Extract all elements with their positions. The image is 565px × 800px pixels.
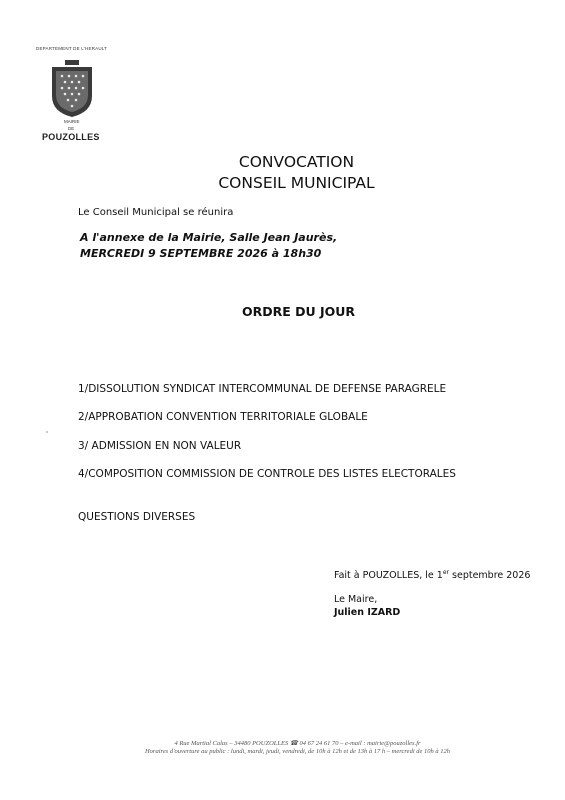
agenda-item: 2/APPROBATION CONVENTION TERRITORIALE GLOBALE: [78, 411, 368, 423]
signature-place-prefix: Fait à POUZOLLES, le 1: [334, 570, 443, 582]
de-label: DE: [68, 126, 75, 131]
signature-date-suffix: septembre 2026: [449, 570, 531, 582]
agenda-heading: ORDRE DU JOUR: [241, 304, 356, 319]
signature-name: Julien IZARD: [334, 607, 401, 618]
title-convocation: CONVOCATION: [238, 153, 355, 171]
agenda-item: 4/COMPOSITION COMMISSION DE CONTROLE DES LISTES ELECTORALES: [78, 468, 456, 480]
signature-role: Le Maire,: [334, 594, 378, 605]
coat-of-arms-icon: [50, 60, 94, 118]
footer-hours: Horaires d'ouverture au public : lundi, mardi, jeudi, vendredi, de 10h à 12h et de 13h à 17 h – mercredi de 10h à 12h: [144, 748, 451, 755]
town-name: POUZOLLES: [42, 132, 100, 142]
title-conseil-municipal: CONSEIL MUNICIPAL: [218, 174, 375, 192]
mairie-label: MAIRIE: [64, 119, 80, 124]
footer-address: 4 Rue Martial Calas – 34480 POUZOLLES ☎ 04 67 24 61 70 – e-mail : mairie@pouzolles.fr: [174, 740, 421, 747]
meeting-datetime: MERCREDI 9 SEPTEMBRE 2026 à 18h30: [80, 247, 322, 260]
signature-place-date: [334, 569, 530, 581]
intro-text: Le Conseil Municipal se réunira: [78, 207, 234, 218]
scan-speck: [46, 431, 48, 433]
signature-date-sup: er: [442, 569, 449, 576]
agenda-questions-diverses: QUESTIONS DIVERSES: [78, 511, 196, 523]
agenda-item: 1/DISSOLUTION SYNDICAT INTERCOMMUNAL DE DEFENSE PARAGRELE: [78, 383, 447, 395]
agenda-item: 3/ ADMISSION EN NON VALEUR: [78, 440, 242, 452]
meeting-place: A l'annexe de la Mairie, Salle Jean Jaurès,: [80, 231, 338, 244]
department-label: DEPARTEMENT DE L'HERAULT: [36, 46, 108, 51]
